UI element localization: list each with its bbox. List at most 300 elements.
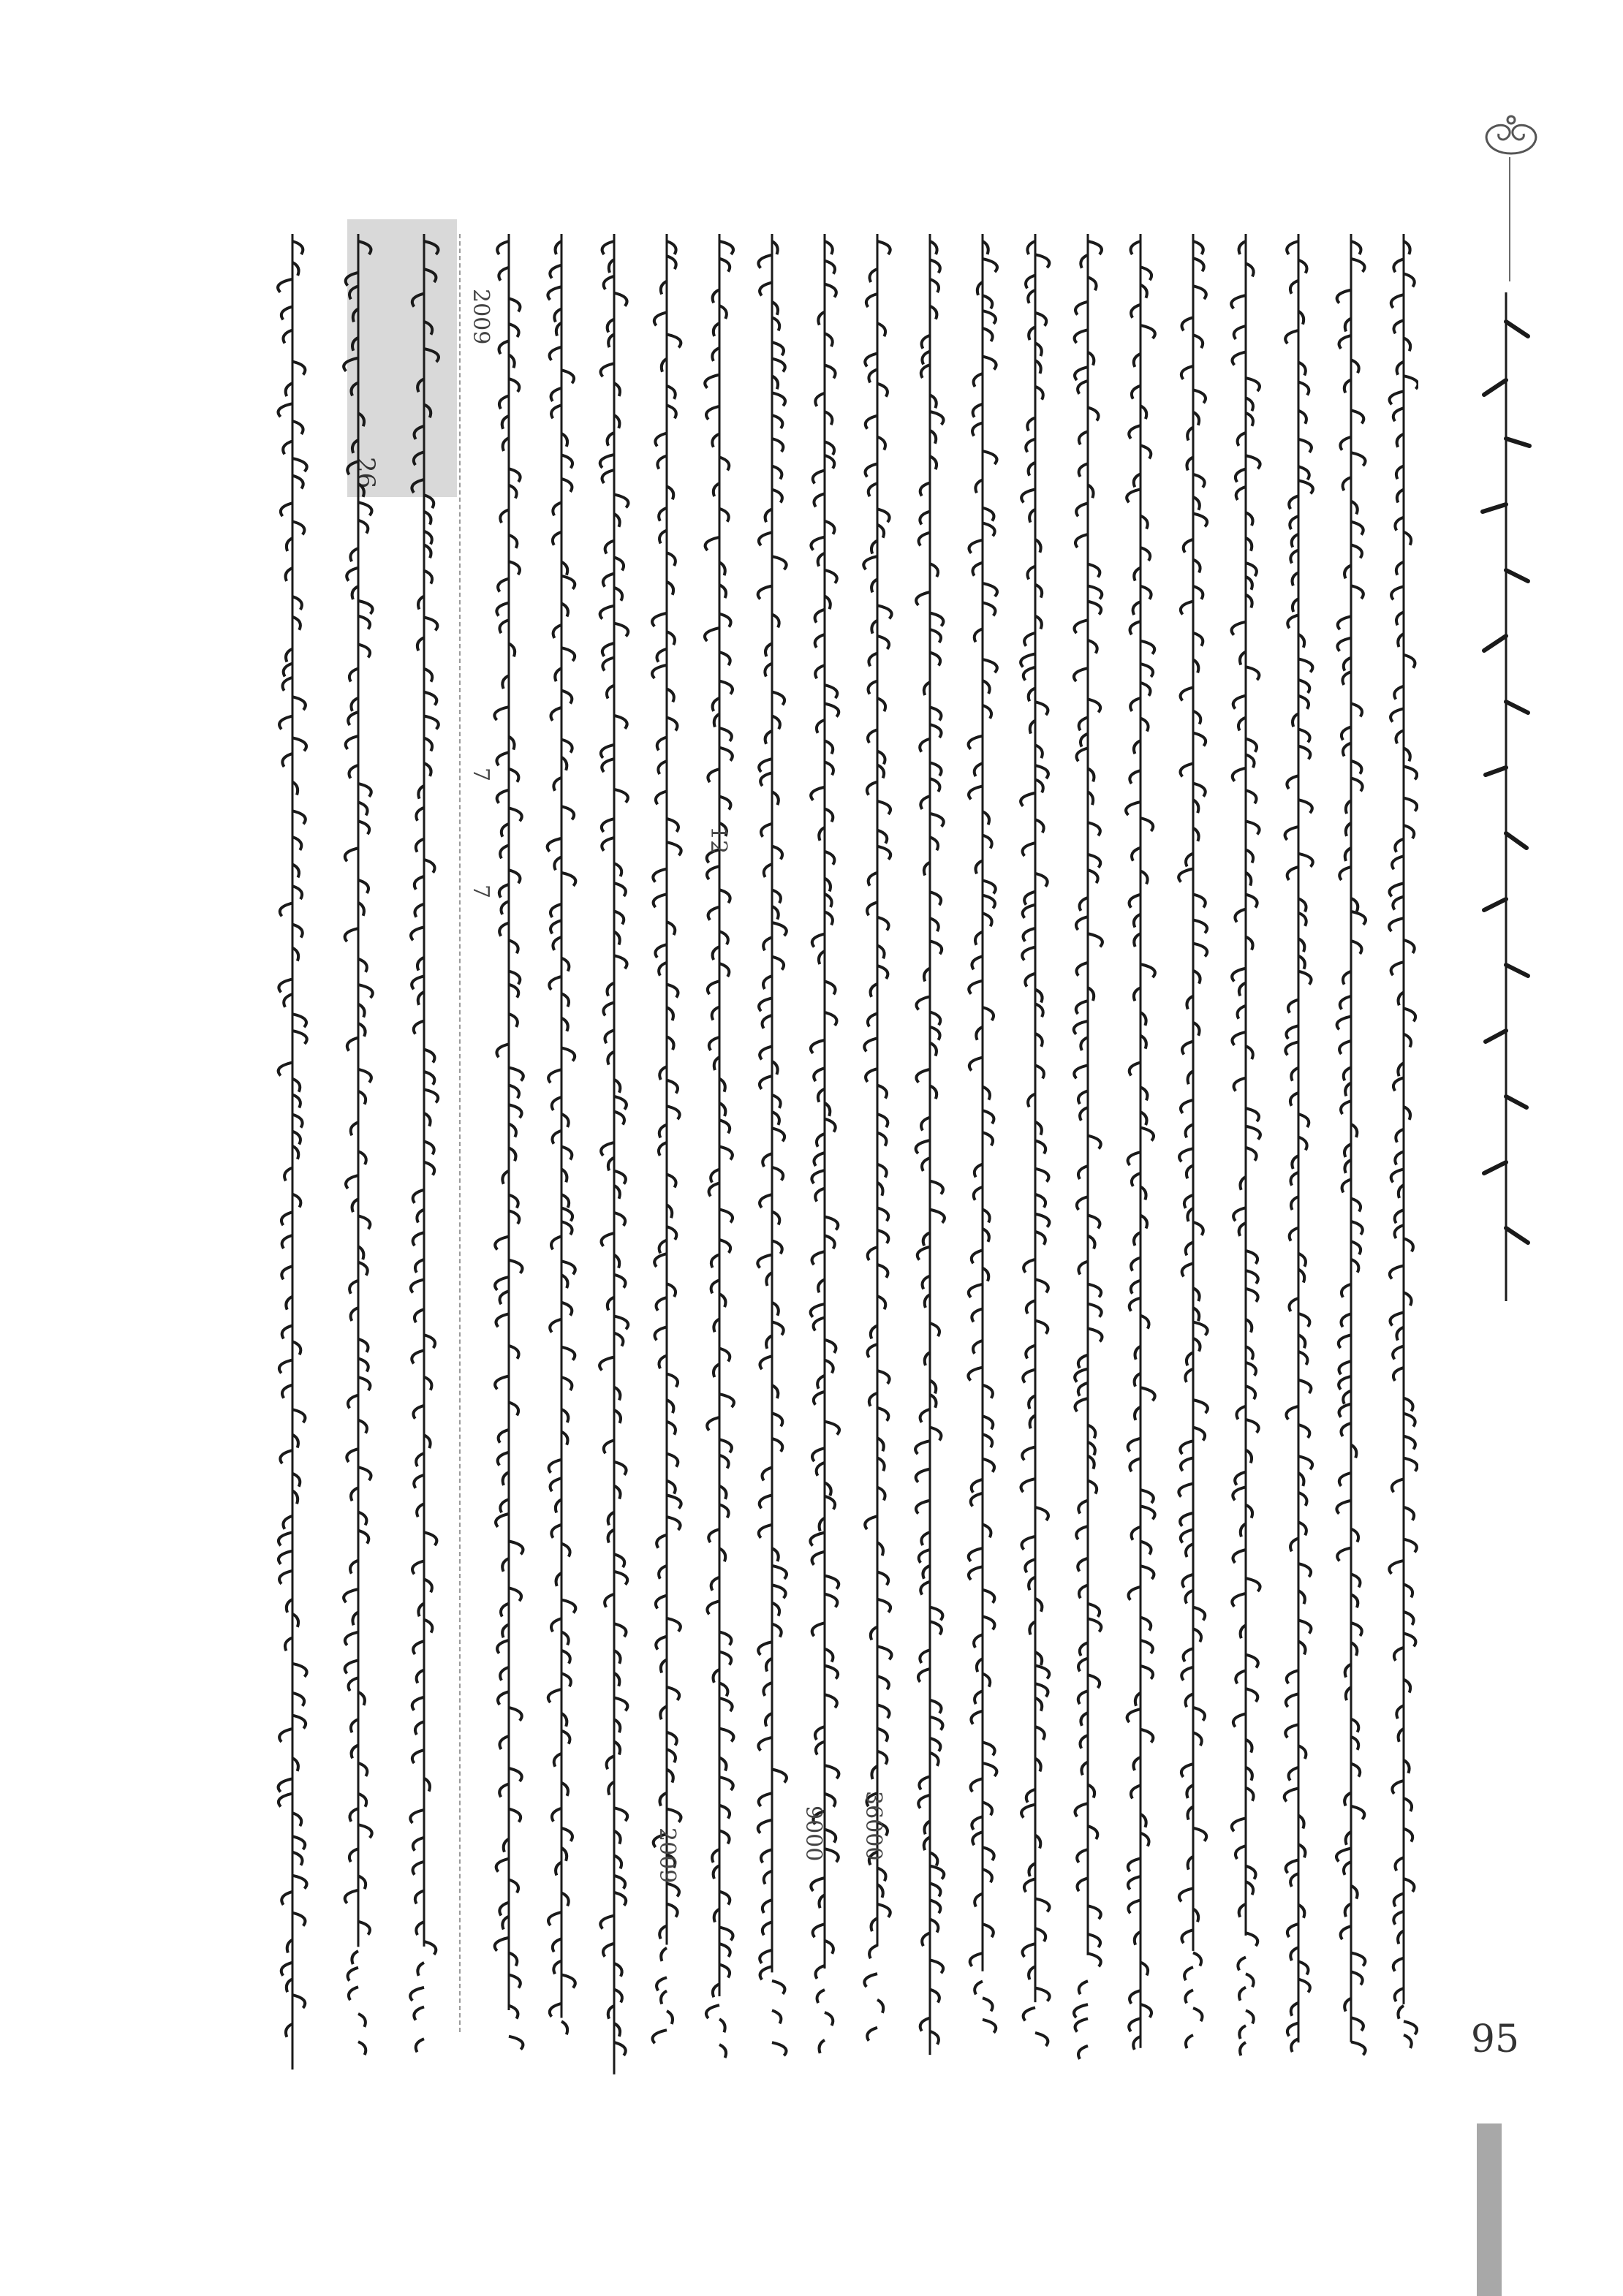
script-glyph <box>1088 699 1100 712</box>
script-glyph <box>1286 1694 1298 1707</box>
script-glyph <box>358 502 371 515</box>
script-glyph <box>279 403 292 417</box>
script-glyph <box>930 1210 945 1223</box>
script-glyph <box>1298 898 1306 912</box>
script-glyph <box>825 455 834 469</box>
script-glyph <box>602 643 614 656</box>
script-glyph <box>614 955 627 969</box>
script-glyph <box>614 1316 628 1329</box>
script-glyph <box>551 1478 561 1491</box>
script-glyph <box>1298 260 1307 273</box>
script-glyph <box>1193 390 1206 403</box>
script-glyph <box>1404 1238 1413 1251</box>
script-glyph <box>661 1991 667 2004</box>
script-glyph <box>667 1422 676 1435</box>
script-glyph <box>1298 1961 1308 1974</box>
script-glyph <box>877 830 887 844</box>
script-glyph <box>551 1525 561 1538</box>
script-glyph <box>930 564 938 577</box>
script-glyph <box>614 1462 627 1475</box>
script-glyph <box>501 901 509 914</box>
script-glyph <box>1237 1006 1246 1019</box>
script-glyph <box>358 802 368 815</box>
script-glyph <box>601 1143 614 1156</box>
script-glyph <box>877 384 888 397</box>
script-glyph <box>614 716 627 729</box>
script-glyph <box>349 669 358 682</box>
script-glyph <box>667 1687 679 1700</box>
script-glyph <box>1140 325 1155 338</box>
script-glyph <box>1240 2042 1246 2056</box>
script-glyph <box>1193 1322 1208 1335</box>
script-glyph <box>1079 717 1088 730</box>
script-glyph <box>1231 295 1246 308</box>
script-glyph <box>877 1751 887 1765</box>
script-glyph <box>758 1642 772 1655</box>
script-glyph <box>1140 267 1151 280</box>
script-glyph <box>983 1674 990 1687</box>
script-glyph <box>1133 602 1140 615</box>
script-glyph <box>719 963 729 977</box>
script-glyph <box>1404 1008 1415 1021</box>
script-glyph <box>1233 1550 1246 1563</box>
script-glyph <box>348 1395 358 1409</box>
script-glyph <box>763 1153 772 1167</box>
script-glyph <box>1339 1361 1351 1374</box>
script-glyph <box>921 365 930 378</box>
script-glyph <box>877 1646 892 1659</box>
script-glyph <box>869 681 877 694</box>
script-glyph <box>711 1280 719 1293</box>
script-glyph <box>282 1385 292 1398</box>
script-glyph <box>602 241 614 254</box>
script-glyph <box>358 959 367 972</box>
script-glyph <box>358 2042 366 2055</box>
script-glyph <box>498 1691 509 1705</box>
script-glyph <box>495 1938 509 1951</box>
script-glyph <box>284 994 292 1007</box>
script-glyph <box>772 466 782 479</box>
script-glyph <box>667 922 675 935</box>
script-glyph <box>551 904 561 917</box>
script-glyph <box>814 493 825 507</box>
script-glyph <box>1140 1566 1154 1579</box>
script-glyph <box>968 1368 983 1381</box>
script-glyph <box>719 457 729 470</box>
script-glyph <box>825 333 833 346</box>
script-glyph <box>930 1700 942 1713</box>
script-glyph <box>930 762 942 776</box>
script-glyph <box>1140 586 1151 599</box>
script-glyph <box>920 2018 930 2031</box>
script-glyph <box>975 629 983 642</box>
script-glyph <box>1239 1988 1246 2001</box>
script-glyph <box>659 1143 667 1156</box>
script-glyph <box>1287 776 1298 789</box>
script-glyph <box>667 2011 673 2024</box>
script-glyph <box>1140 1833 1149 1846</box>
script-glyph <box>345 1890 358 1903</box>
script-glyph <box>509 1402 518 1415</box>
script-glyph <box>1140 1729 1153 1743</box>
script-glyph <box>548 1689 561 1702</box>
script-glyph <box>349 286 358 299</box>
script-glyph <box>1236 1846 1246 1859</box>
script-glyph <box>358 1794 366 1807</box>
script-glyph <box>869 483 877 496</box>
script-glyph <box>667 405 676 418</box>
script-glyph <box>1193 1629 1201 1642</box>
script-glyph <box>602 759 614 772</box>
script-glyph <box>614 494 628 507</box>
script-glyph <box>1130 1298 1140 1311</box>
script-glyph <box>708 769 719 782</box>
script-glyph <box>667 334 681 347</box>
script-glyph <box>1080 1735 1088 1748</box>
script-glyph <box>920 1409 930 1422</box>
script-glyph <box>1339 867 1351 880</box>
script-glyph <box>1035 1214 1049 1227</box>
script-glyph <box>667 717 677 730</box>
script-glyph <box>970 1953 983 1966</box>
script-glyph <box>1079 1981 1088 1994</box>
script-glyph <box>552 1808 561 1822</box>
script-glyph <box>1393 408 1404 421</box>
script-glyph <box>1088 1906 1101 1919</box>
script-glyph <box>279 1794 292 1807</box>
script-glyph <box>1193 513 1207 526</box>
script-glyph <box>614 1112 624 1125</box>
script-glyph <box>1193 733 1206 746</box>
script-glyph <box>719 1830 730 1844</box>
script-glyph <box>415 904 424 917</box>
script-glyph <box>1351 1719 1358 1732</box>
script-glyph <box>1035 2033 1048 2046</box>
script-glyph <box>969 981 983 994</box>
script-glyph <box>1088 1284 1101 1297</box>
script-glyph <box>614 588 622 601</box>
script-glyph <box>983 705 991 719</box>
script-glyph <box>1078 1355 1088 1368</box>
script-glyph <box>930 1920 938 1933</box>
script-glyph <box>1393 1912 1404 1925</box>
script-glyph <box>983 2020 996 2033</box>
script-glyph <box>603 1944 614 1957</box>
script-glyph <box>659 1125 667 1138</box>
script-glyph <box>719 1927 733 1940</box>
script-glyph <box>1246 1363 1256 1376</box>
script-glyph <box>509 2006 518 2019</box>
script-glyph <box>1088 602 1101 615</box>
script-glyph <box>1024 892 1035 905</box>
script-glyph <box>1404 1879 1414 1892</box>
script-glyph <box>501 1604 509 1617</box>
script-glyph <box>347 461 358 474</box>
script-glyph <box>825 521 835 534</box>
script-glyph <box>1339 1473 1351 1486</box>
script-glyph <box>292 1095 300 1108</box>
script-glyph <box>825 1360 833 1373</box>
script-glyph <box>358 1420 367 1433</box>
script-glyph <box>1232 352 1246 365</box>
script-glyph <box>1131 241 1140 254</box>
script-glyph <box>1404 766 1417 779</box>
script-glyph <box>1286 1026 1298 1039</box>
script-glyph <box>1351 1198 1361 1211</box>
script-glyph <box>1022 947 1035 961</box>
script-glyph <box>772 1211 779 1224</box>
script-glyph <box>922 351 930 364</box>
page-number: 95 <box>1470 2017 1520 2061</box>
script-glyph <box>500 1667 509 1681</box>
script-glyph <box>920 482 930 496</box>
script-glyph <box>292 521 304 534</box>
script-glyph <box>411 927 424 940</box>
script-glyph <box>1078 2046 1088 2059</box>
script-glyph <box>509 324 519 337</box>
script-glyph <box>1351 1764 1360 1777</box>
script-glyph <box>347 568 358 581</box>
script-glyph <box>930 653 940 666</box>
script-glyph <box>667 1903 678 1917</box>
script-glyph <box>495 1376 509 1389</box>
script-glyph <box>983 1847 994 1860</box>
script-glyph <box>498 1452 509 1466</box>
script-glyph <box>975 763 983 776</box>
script-glyph <box>1179 1484 1193 1497</box>
script-glyph <box>283 330 292 343</box>
script-glyph <box>509 379 519 392</box>
script-glyph <box>1286 1406 1298 1420</box>
script-glyph <box>711 1170 719 1183</box>
script-glyph <box>509 1541 523 1554</box>
script-glyph <box>1391 586 1404 599</box>
script-glyph <box>1193 894 1206 907</box>
script-glyph <box>292 476 303 489</box>
script-glyph <box>1298 1979 1310 1993</box>
script-glyph <box>760 1950 772 1963</box>
script-glyph <box>424 1377 431 1390</box>
script-glyph <box>868 1344 877 1357</box>
script-glyph <box>655 944 667 958</box>
script-glyph <box>1035 1683 1048 1697</box>
script-glyph <box>1287 867 1298 880</box>
script-glyph <box>1235 1472 1246 1485</box>
script-glyph <box>1035 1321 1048 1334</box>
script-glyph <box>1291 2039 1298 2052</box>
script-glyph <box>1291 2003 1298 2016</box>
script-glyph <box>415 1890 424 1903</box>
script-glyph <box>667 819 678 832</box>
script-glyph <box>973 1341 983 1354</box>
script-glyph <box>1088 640 1097 653</box>
script-glyph <box>1246 1148 1257 1161</box>
script-glyph <box>667 1106 680 1119</box>
script-glyph <box>667 985 678 998</box>
script-glyph <box>599 1357 614 1371</box>
script-glyph <box>877 1599 890 1613</box>
script-glyph <box>348 1968 358 1981</box>
script-glyph <box>282 754 292 767</box>
script-glyph <box>764 1871 772 1884</box>
script-glyph <box>347 1038 358 1051</box>
script-glyph <box>983 1524 991 1537</box>
script-glyph <box>1078 1166 1088 1179</box>
script-glyph <box>983 1459 994 1472</box>
script-glyph <box>1131 1281 1140 1294</box>
script-glyph <box>1181 366 1193 379</box>
script-glyph <box>1088 241 1102 254</box>
script-glyph <box>877 1729 888 1742</box>
script-glyph <box>1080 1643 1088 1656</box>
script-glyph <box>1182 1042 1193 1055</box>
script-glyph <box>614 789 628 803</box>
body-number: 7 <box>468 884 493 899</box>
script-glyph <box>499 268 509 281</box>
script-glyph <box>667 1174 676 1187</box>
script-glyph <box>550 265 561 279</box>
script-glyph <box>1130 621 1140 634</box>
script-glyph <box>292 1132 300 1145</box>
script-glyph <box>1088 564 1100 577</box>
script-glyph <box>605 1594 614 1607</box>
script-glyph <box>349 1849 358 1862</box>
script-glyph <box>1035 1194 1045 1208</box>
script-glyph <box>877 1572 888 1585</box>
script-glyph <box>811 537 825 550</box>
script-glyph <box>1339 1404 1351 1417</box>
script-glyph <box>1395 839 1404 852</box>
script-glyph <box>930 259 940 273</box>
script-glyph <box>614 293 627 306</box>
script-glyph <box>292 617 300 630</box>
script-glyph <box>1140 683 1151 696</box>
script-glyph <box>1184 1967 1193 1980</box>
script-glyph <box>1404 1507 1414 1520</box>
script-glyph <box>1340 437 1351 450</box>
script-glyph <box>410 1810 424 1823</box>
script-glyph <box>719 1209 733 1222</box>
script-glyph <box>1078 1383 1088 1396</box>
script-glyph <box>1404 1398 1413 1411</box>
script-glyph <box>614 624 628 637</box>
script-glyph <box>292 1409 305 1422</box>
script-glyph <box>930 1960 943 1973</box>
script-glyph <box>554 1754 561 1767</box>
script-glyph <box>812 1448 825 1461</box>
script-glyph <box>719 1652 731 1665</box>
script-glyph <box>1233 696 1246 709</box>
script-glyph <box>719 1777 733 1790</box>
script-glyph <box>772 1439 782 1452</box>
script-glyph <box>1132 1527 1140 1540</box>
script-glyph <box>413 1232 424 1246</box>
script-glyph <box>930 1181 943 1194</box>
script-glyph <box>346 273 358 286</box>
script-glyph <box>553 1960 561 1974</box>
script-glyph <box>877 966 888 979</box>
script-glyph <box>930 1866 944 1879</box>
script-glyph <box>561 873 575 886</box>
script-glyph <box>1351 1529 1358 1542</box>
script-glyph <box>656 1637 667 1650</box>
script-glyph <box>424 1941 436 1955</box>
script-glyph <box>416 839 424 852</box>
script-glyph <box>424 241 438 254</box>
script-glyph <box>496 1514 509 1527</box>
script-glyph <box>1343 1391 1351 1404</box>
script-glyph <box>414 452 424 465</box>
script-glyph <box>1246 1689 1257 1702</box>
script-glyph <box>969 1284 983 1297</box>
script-glyph <box>499 1784 509 1797</box>
script-glyph <box>614 883 626 896</box>
script-glyph <box>719 797 730 810</box>
script-glyph <box>1184 539 1193 553</box>
script-glyph <box>413 1406 424 1419</box>
script-glyph <box>930 707 941 720</box>
script-glyph <box>657 1535 667 1548</box>
script-glyph <box>1351 778 1363 791</box>
script-glyph <box>498 579 509 592</box>
script-glyph <box>983 295 992 308</box>
script-glyph <box>351 1122 358 1135</box>
script-glyph <box>1246 1655 1258 1668</box>
script-glyph <box>614 1893 626 1906</box>
script-glyph <box>1351 241 1361 254</box>
body-number: 7 <box>468 768 493 782</box>
script-glyph <box>1351 941 1361 954</box>
script-glyph <box>825 570 837 583</box>
script-glyph <box>614 1855 621 1868</box>
script-glyph <box>1025 974 1035 987</box>
script-glyph <box>292 1693 304 1706</box>
script-glyph <box>719 1964 730 1977</box>
script-glyph <box>358 1763 367 1776</box>
script-glyph <box>763 1922 772 1935</box>
script-glyph <box>975 932 983 945</box>
script-glyph <box>1298 680 1309 693</box>
script-glyph <box>667 1732 677 1746</box>
script-glyph <box>509 1014 518 1027</box>
script-glyph <box>866 416 877 429</box>
script-glyph <box>416 808 424 821</box>
script-glyph <box>772 692 784 705</box>
script-glyph <box>1390 391 1404 404</box>
script-glyph <box>1088 586 1102 599</box>
script-glyph <box>292 1836 305 1849</box>
script-glyph <box>292 1115 303 1128</box>
script-glyph <box>867 902 877 915</box>
script-glyph <box>1396 562 1404 575</box>
script-glyph <box>972 1832 983 1845</box>
script-glyph <box>1140 2004 1151 2017</box>
script-glyph <box>1140 1316 1149 1329</box>
script-glyph <box>614 1275 626 1288</box>
script-glyph <box>1075 1803 1088 1816</box>
script-glyph <box>561 1974 575 1988</box>
script-glyph <box>1035 1169 1048 1182</box>
script-glyph <box>603 574 614 587</box>
script-glyph <box>1298 730 1310 743</box>
script-glyph <box>772 1095 781 1108</box>
script-glyph <box>509 485 517 499</box>
script-glyph <box>659 508 667 521</box>
script-glyph <box>561 993 569 1007</box>
script-glyph <box>1079 463 1088 477</box>
script-glyph <box>358 821 369 834</box>
script-glyph <box>1337 638 1351 651</box>
